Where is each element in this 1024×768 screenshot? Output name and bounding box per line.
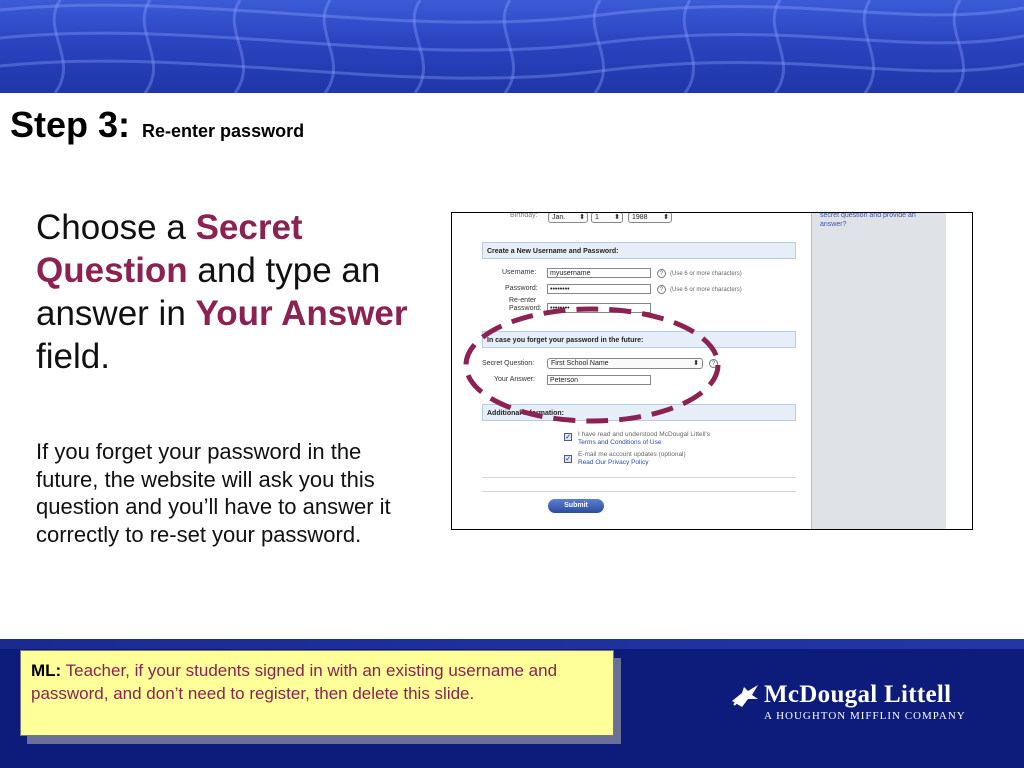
terms-link[interactable]: Terms and Conditions of Use: [578, 439, 662, 446]
highlight-your-answer: Your Answer: [195, 294, 408, 333]
birth-month-value: Jan.: [552, 214, 566, 221]
form-side-note: secret question and provide an answer?: [820, 212, 916, 228]
terms-checkbox[interactable]: ✓: [565, 434, 571, 441]
highlight-ellipse: [452, 213, 972, 529]
note-label: ML:: [31, 661, 62, 680]
select-arrows-icon: ⬍: [614, 214, 620, 221]
email-updates-text: E-mail me account updates (optional): [578, 451, 686, 458]
logo-bird-icon: [730, 683, 760, 709]
email-updates-checkbox[interactable]: ✓: [565, 456, 571, 463]
help-icon[interactable]: ?: [657, 269, 666, 278]
title-subtitle: Re-enter password: [142, 121, 305, 141]
birth-year-value: 1988: [632, 214, 648, 221]
teacher-note: [20, 650, 614, 736]
submit-button[interactable]: Submit: [548, 499, 604, 513]
help-icon[interactable]: ?: [709, 359, 718, 368]
password-hint: (Use 6 or more characters): [670, 287, 742, 293]
instruction-part-3: field.: [36, 337, 110, 376]
header-grid-pattern: [0, 0, 1024, 93]
instruction-detail: If you forget your password in the future, the website will ask you this question and you’ll have to answer it correctly to re-set your password.: [36, 439, 391, 547]
password-input[interactable]: ••••••••: [547, 284, 651, 294]
your-answer-label: Your Answer:: [494, 376, 535, 383]
title-step: Step 3:: [10, 104, 131, 145]
secret-question-label: Secret Question:: [482, 360, 535, 367]
section-forgot-password: In case you forget your password in the future:: [482, 331, 796, 348]
section-create-account: Create a New Username and Password:: [482, 242, 796, 259]
birth-day-value: 1: [595, 214, 599, 221]
birthday-label: Birthday:: [510, 212, 538, 219]
password-label: Password:: [505, 285, 538, 292]
select-arrows-icon: ⬍: [693, 360, 699, 367]
slide-title: [10, 104, 304, 146]
username-hint: (Use 6 or more characters): [670, 271, 742, 277]
note-text: Teacher, if your students signed in with an existing username and password, and don’t need to register, then delete this slide.: [31, 661, 558, 703]
section-additional-info: Additional Information:: [482, 404, 796, 421]
logo-name: McDougal Littell: [764, 681, 952, 708]
select-arrows-icon: ⬍: [663, 214, 669, 221]
terms-text: I have read and understood McDougal Littell's: [578, 431, 711, 438]
reenter-label-line-1: Re-enter: [509, 297, 537, 304]
select-arrows-icon: ⬍: [579, 214, 585, 221]
reenter-label-line-2: Password:: [509, 305, 542, 312]
header-banner: [0, 0, 1024, 93]
footer-stripe: [0, 639, 1024, 649]
secret-question-value: First School Name: [551, 360, 609, 367]
username-input[interactable]: myusername: [547, 268, 651, 278]
reenter-password-input[interactable]: ••••••••: [547, 303, 651, 313]
instruction-text: [36, 206, 416, 378]
privacy-policy-link[interactable]: Read Our Privacy Policy: [578, 459, 649, 466]
form-screenshot: [451, 212, 973, 530]
your-answer-input[interactable]: Peterson: [547, 375, 651, 385]
help-icon[interactable]: ?: [657, 285, 666, 294]
logo-tagline: A HOUGHTON MIFFLIN COMPANY: [764, 710, 966, 722]
highlight-secret-question: Secret Question: [36, 208, 303, 290]
username-label: Username:: [502, 269, 537, 276]
instruction-part-2: and type an answer in: [36, 251, 381, 333]
instruction-part-1: Choose a: [36, 208, 196, 247]
